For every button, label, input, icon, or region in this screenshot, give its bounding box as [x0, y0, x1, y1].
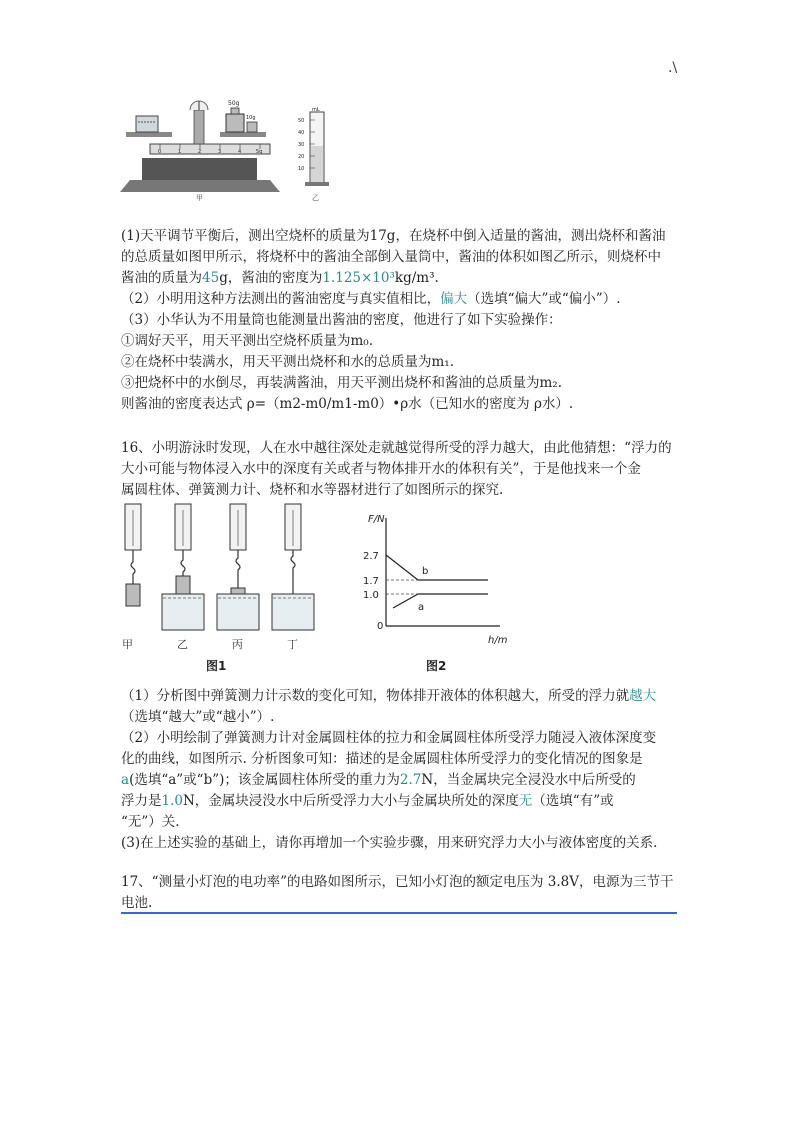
answer-graph-line: a — [121, 772, 130, 788]
label-line-b: b — [422, 566, 429, 577]
balance-pointer-stand — [194, 110, 204, 144]
q15-p1-line2: 的总质量如图甲所示，将烧杯中的酱油全部倒入量筒中，酱油的体积如图乙所示，则烧杯中 — [121, 249, 661, 265]
weight-50g — [226, 114, 244, 132]
cyl-tick-50: 50 — [298, 118, 305, 124]
ytick-0: 0 — [377, 621, 384, 632]
fig1-label-bing: 丙 — [232, 638, 243, 651]
fig2-caption: 图2 — [426, 659, 447, 673]
cyl-tick-30: 30 — [298, 142, 305, 148]
q16-intro-line2: 大小可能与物体浸入水中的深度有关或者与物体排开水的体积有关”，于是他找来一个金 — [121, 461, 641, 477]
label-yi: 乙 — [312, 194, 319, 202]
q15-step3: ③把烧杯中的水倒尽，再装满酱油，用天平测出烧杯和酱油的总质量为m₂. — [121, 375, 563, 391]
q15-step2: ②在烧杯中装满水，用天平测出烧杯和水的总质量为m₁. — [121, 354, 455, 370]
label-jia: 甲 — [196, 194, 203, 202]
q15-p3: （3）小华认为不用量筒也能测量出酱油的密度，他进行了如下实验操作： — [121, 312, 562, 328]
cyl-tick-10: 10 — [298, 166, 305, 172]
q16-questions — [121, 686, 681, 854]
q16-p1-line2: （选填“越大”或“越小”）. — [121, 709, 275, 725]
line-b — [386, 555, 488, 580]
metal-cylinder-jia — [126, 584, 140, 606]
q15-p2: （2）小明用这种方法测出的酱油密度与真实值相比，偏大（选填“偏大”或“偏小”）. — [121, 291, 621, 307]
q16-p2-line2: 化的曲线，如图所示. 分析图象可知：描述的是金属圆柱体所受浮力的变化情况的图象是 — [121, 751, 643, 767]
spring-scale-experiment-figure — [118, 498, 518, 678]
balance-beam — [150, 144, 270, 154]
weight-label-50g: 50g — [228, 100, 240, 107]
scale-tick-3: 3 — [218, 149, 222, 155]
answer-oil-density: 1.125×10³ — [322, 270, 395, 286]
scale-tick-5: 5g — [256, 149, 263, 155]
q17-line1: 17、“测量小灯泡的电功率”的电路如图所示，已知小灯泡的额定电压为 3.8V，电源为三节干 — [121, 874, 674, 890]
q16-p2-line3: a(选填“a”或“b”)；该金属圆柱体所受的重力为2.7N，当金属块完全浸没水中后所受的 — [121, 772, 636, 788]
beaker-on-pan — [136, 116, 158, 132]
q15-p1-line1: (1)天平调节平衡后，测出空烧杯的质量为17g，在烧杯中倒入适量的酱油，测出烧杯和酱油 — [121, 228, 666, 244]
q16-p1-line1: （1）分析图中弹簧测力计示数的变化可知，物体排开液体的体积越大，所受的浮力就越大 — [121, 688, 657, 704]
q16-intro-line1: 16、小明游泳时发现，人在水中越往深处走就越觉得所受的浮力越大，由此他猜想：“浮力的 — [121, 440, 672, 456]
label-line-a: a — [418, 602, 425, 613]
weight-label-10g: 10g — [246, 115, 256, 121]
line-a — [393, 594, 488, 608]
ytick-1-0: 1.0 — [363, 590, 379, 601]
q16-p2-line5: “无”）关. — [121, 814, 180, 830]
ytick-2-7: 2.7 — [363, 551, 379, 562]
q16-p3: (3)在上述实验的基础上，请你再增加一个实验步骤，用来研究浮力大小与液体密度的关系. — [121, 835, 658, 851]
scale-tick-0: 0 — [158, 149, 162, 155]
q16-p2-line4: 浮力是1.0N，金属块浸没水中后所受浮力大小与金属块所处的深度无（选填“有”或 — [121, 793, 614, 809]
q17-block — [121, 872, 681, 914]
cyl-tick-40: 40 — [298, 130, 305, 136]
section-divider — [121, 912, 677, 914]
q15-step1: ①调好天平，用天平测出空烧杯质量为m₀. — [121, 333, 374, 349]
answer-buoyancy: 1.0 — [161, 793, 183, 809]
fig1-label-jia: 甲 — [122, 638, 133, 651]
balance-and-cylinder-figure — [120, 96, 350, 206]
graph-ylabel: F/N — [368, 514, 385, 525]
q16-intro-line3: 属圆柱体、弹簧测力计、烧杯和水等器材进行了如图所示的探究. — [121, 482, 504, 498]
q15-expression: 则酱油的密度表达式 ρ=（m2-m0/m1-m0）•ρ水（已知水的密度为 ρ水）. — [121, 396, 574, 412]
force-depth-graph — [386, 518, 500, 626]
answer-expression: （m2-m0/m1-m0）•ρ水 — [266, 396, 422, 412]
fig1-label-ding: 丁 — [287, 638, 298, 651]
q15-p1-line3: 酱油的质量为45g，酱油的密度为1.125×10³kg/m³. — [121, 270, 439, 286]
beaker-bing — [217, 594, 259, 630]
graph-xlabel: h/m — [488, 635, 508, 646]
balance-foot — [120, 180, 280, 192]
scale-tick-2: 2 — [198, 149, 202, 155]
q16-p2-line1: （2）小明绘制了弹簧测力计对金属圆柱体的拉力和金属圆柱体所受浮力随浸入液体深度变 — [121, 730, 657, 746]
cylinder-unit: mL — [312, 107, 320, 113]
answer-gravity: 2.7 — [399, 772, 422, 788]
answer-buoyancy-trend: 越大 — [629, 688, 657, 704]
right-pan — [220, 132, 266, 137]
scale-tick-1: 1 — [178, 149, 182, 155]
fig1-caption: 图1 — [206, 659, 227, 673]
left-pan — [126, 132, 172, 137]
balance-base — [142, 158, 257, 180]
scale-tick-4: 4 — [238, 149, 242, 155]
q15-block — [121, 226, 681, 415]
page-corner-mark: .\ — [668, 60, 678, 76]
q17-line2: 电池. — [121, 895, 153, 911]
answer-oil-mass: 45 — [202, 270, 220, 286]
beaker-yi — [162, 594, 204, 630]
answer-depth-relation: 无 — [518, 793, 533, 809]
ytick-1-7: 1.7 — [363, 576, 379, 587]
weight-10g — [247, 122, 257, 132]
answer-density-bias: 偏大 — [440, 291, 468, 307]
beaker-ding — [272, 594, 314, 630]
fig1-label-yi: 乙 — [177, 638, 188, 651]
cyl-tick-20: 20 — [298, 154, 305, 160]
q16-intro — [121, 438, 681, 501]
